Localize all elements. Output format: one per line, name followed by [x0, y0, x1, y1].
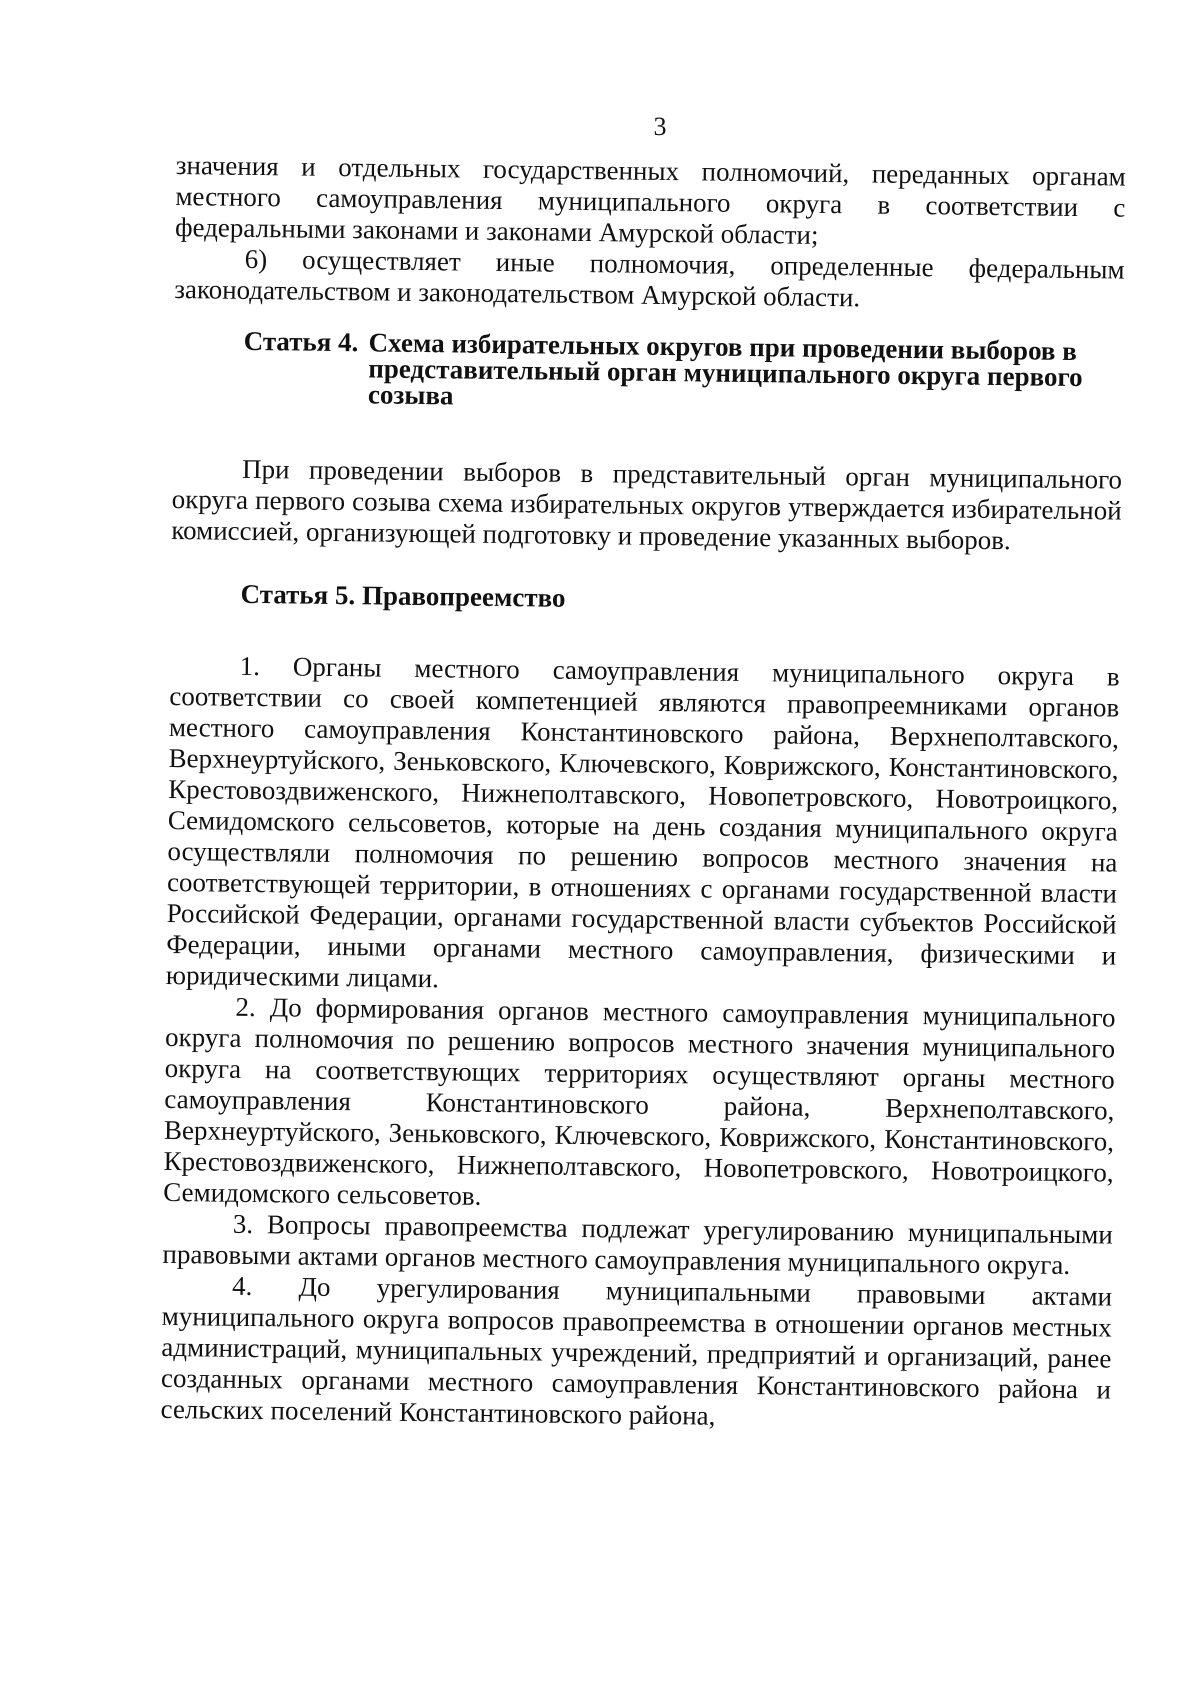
paragraph-item-6: 6) осуществляет иные полномочия, определенные федеральным законодательством и законодательством Амурской области.	[174, 243, 1125, 313]
article-5-item-3: 3. Вопросы правопреемства подлежат урегулированию муниципальными правовыми актами органов местного самоуправления муниципального округа.	[162, 1208, 1114, 1281]
article-4-text: При проведении выборов в представительный орган муниципального округа первого созыва схема избирательных округов утверждается избирательной комиссией, организующей подготовку и проведение указанных выборов.	[171, 453, 1123, 556]
paragraph-continuation: значения и отдельных государственных полномочий, переданных органам местного самоуправления муниципального округа в соответствии с федеральными законами и законами Амурской области;	[174, 150, 1126, 250]
article-5-heading	[170, 580, 1120, 618]
article-5-item-1: 1. Органы местного самоуправления муниципального округа в соответствии со своей компетенцией являются правопреемниками органов местного самоуправления Константиновского района, Верхнеполтавского, Верхнеуртуйского, Зеньковского, Ключевского, Коврижского, Константиновского, Крестовоздвиженского, Нижнеполтавского, Новопетровского, Новотроицкого, Семидомского сельсоветов, которые на день создания муниципального округа осуществляли полномочия по решению вопросов местного значения на соответствующей территории, в отношениях с органами государственной власти Российской Федерации, органами государственной власти субъектов Российской Федерации, иными органами местного самоуправления, физическими и юридическими лицами.	[165, 650, 1120, 994]
article-4-title: Схема избирательных округов при проведении выборов в представительный орган муниципального округа первого созыва	[367, 327, 1083, 411]
page-number: 3	[653, 112, 667, 141]
article-5-label: Статья 5.	[240, 578, 356, 611]
article-4-heading	[173, 327, 1124, 417]
page-bottom-edge	[0, 1692, 1200, 1698]
article-4-label: Статья 4.	[243, 325, 359, 358]
document-body	[160, 150, 1126, 1437]
article-5-title: Правопреемство	[361, 580, 566, 613]
article-5-item-4: 4. До урегулирования муниципальными правовыми актами муниципального округа вопросов правопреемства в отношении органов местных администраций, муниципальных учреждений, предприятий и организаций, ранее созданных органами местного самоуправления Константиновского района и сельских поселений Константиновского района,	[160, 1270, 1113, 1431]
article-5-item-2: 2. До формирования органов местного самоуправления муниципального округа полномочия по решению вопросов местного значения муниципального округа на соответствующих территориях осуществляют органы местного самоуправления Константиновского района, Верхнеполтавского, Верхнеуртуйского, Зеньковского, Ключевского, Коврижского, Константиновского, Крестовоздвиженского, Нижнеполтавского, Новопетровского, Новотроицкого, Семидомского сельсоветов.	[163, 991, 1116, 1211]
